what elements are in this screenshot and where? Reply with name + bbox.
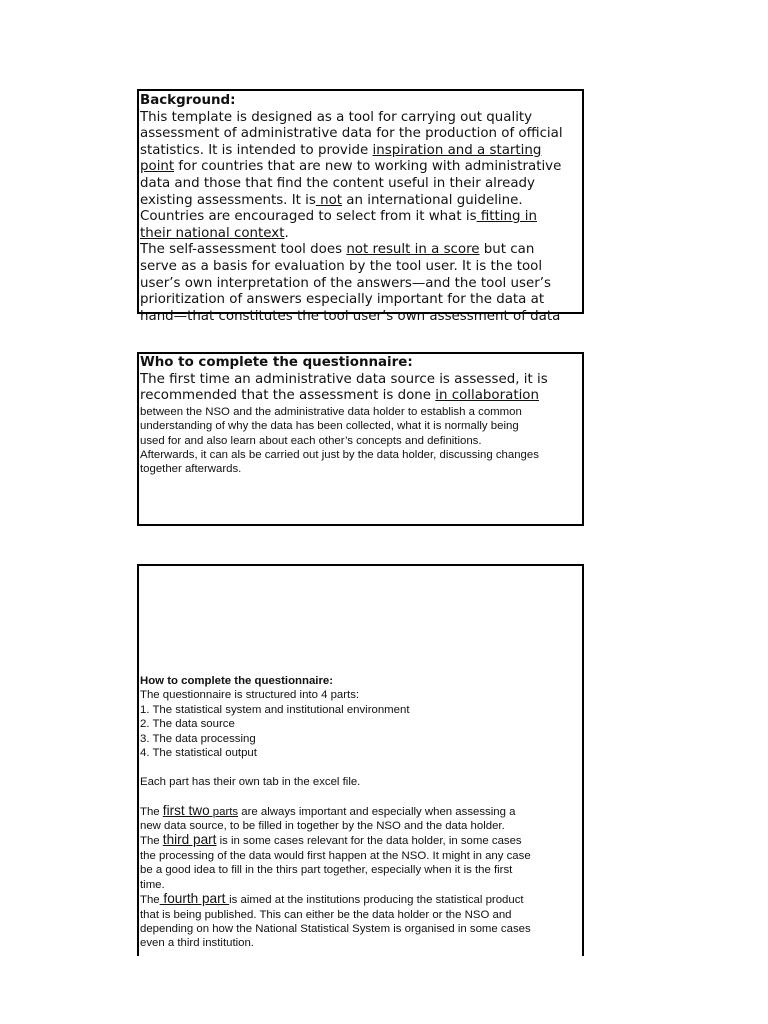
text-line: 4. The statistical output: [140, 747, 257, 760]
text-line: 2. The data source: [140, 718, 235, 731]
text-line: The first two parts are always important and especially when assessing a: [140, 802, 516, 818]
text-line: that is being published. This can either be the data holder or the NSO and: [140, 908, 512, 921]
text-line: The first time an administrative data source is assessed, it is: [140, 371, 548, 387]
text-line: prioritization of answers especially important for the data at: [140, 292, 545, 308]
underlined-text: fitting in: [476, 209, 537, 225]
text-line: between the NSO and the administrative data holder to establish a common: [140, 405, 522, 418]
text-line: new data source, to be filled in together by the NSO and the data holder.: [140, 820, 505, 833]
text-line: This template is designed as a tool for carrying out quality: [140, 109, 533, 125]
underlined-text: in collaboration: [435, 388, 539, 404]
text-line: depending on how the National Statistical System is organised in some cases: [140, 922, 531, 935]
who-heading: Who to complete the questionnaire:: [140, 355, 413, 370]
text-line: The third part is in some cases relevant for the data holder, in some cases: [140, 832, 522, 848]
text-line: be a good idea to fill in the thirs part together, especially when it is the first: [140, 864, 513, 877]
underlined-text: third part: [162, 832, 217, 848]
underlined-text: fourth part: [159, 891, 230, 907]
text-line: existing assessments. It is not an international guideline.: [140, 192, 523, 208]
underlined-text: their national context: [140, 225, 285, 241]
text-line: Countries are encouraged to select from it what is fitting in: [140, 209, 537, 225]
underlined-text: first two: [162, 802, 210, 818]
text-line: user’s own interpretation of the answers—and the tool user’s: [140, 275, 551, 291]
how-box: [137, 564, 584, 956]
background-heading: Background:: [140, 93, 236, 108]
who-detail-text: [140, 405, 582, 477]
text-line: time.: [140, 878, 165, 891]
text-line: Afterwards, it can als be carried out just by the data holder, discussing changes: [140, 449, 539, 461]
text-line: point for countries that are new to working with administrative: [140, 159, 562, 175]
text-line: hand—that constitutes the tool user’s own assessment of data: [140, 308, 561, 324]
text-line: [140, 789, 582, 803]
text-line: The fourth part is aimed at the institutions producing the statistical product: [140, 891, 524, 907]
background-text: [140, 110, 582, 326]
underlined-text: not: [315, 192, 343, 208]
text-line: Each part has their own tab in the excel file.: [140, 775, 361, 788]
text-line: The questionnaire is structured into 4 parts:: [140, 689, 360, 702]
text-line: together afterwards.: [140, 463, 242, 476]
text-line: recommended that the assessment is done in collaboration: [140, 388, 539, 404]
underlined-text: point: [140, 159, 175, 175]
text-line: data and those that find the content useful in their already: [140, 175, 535, 191]
text-line: assessment of administrative data for the production of official: [140, 126, 563, 142]
text-line: serve as a basis for evaluation by the tool user. It is the tool: [140, 258, 543, 274]
text-line: 1. The statistical system and institutional environment: [140, 703, 410, 716]
how-text: [140, 688, 582, 950]
text-line: used for and also learn about each other’s concepts and definitions.: [140, 434, 482, 447]
background-box: [137, 89, 584, 324]
text-line: [140, 760, 582, 774]
underlined-text: parts: [209, 805, 239, 818]
text-line: The self-assessment tool does not result in a score but can: [140, 242, 535, 258]
text-line: understanding of why the data has been collected, what it is normally being: [140, 420, 519, 433]
text-line: even a third institution.: [140, 937, 254, 950]
text-line: statistics. It is intended to provide inspiration and a starting: [140, 142, 542, 158]
text-line: the processing of the data would first happen at the NSO. It might in any case: [140, 849, 531, 862]
text-line: 3. The data processing: [140, 732, 256, 745]
who-box: [137, 352, 584, 526]
underlined-text: not result in a score: [346, 242, 480, 258]
how-heading: How to complete the questionnaire:: [140, 675, 334, 687]
who-intro-text: [140, 372, 582, 405]
underlined-text: inspiration and a starting: [372, 142, 542, 158]
text-line: their national context.: [140, 225, 289, 241]
